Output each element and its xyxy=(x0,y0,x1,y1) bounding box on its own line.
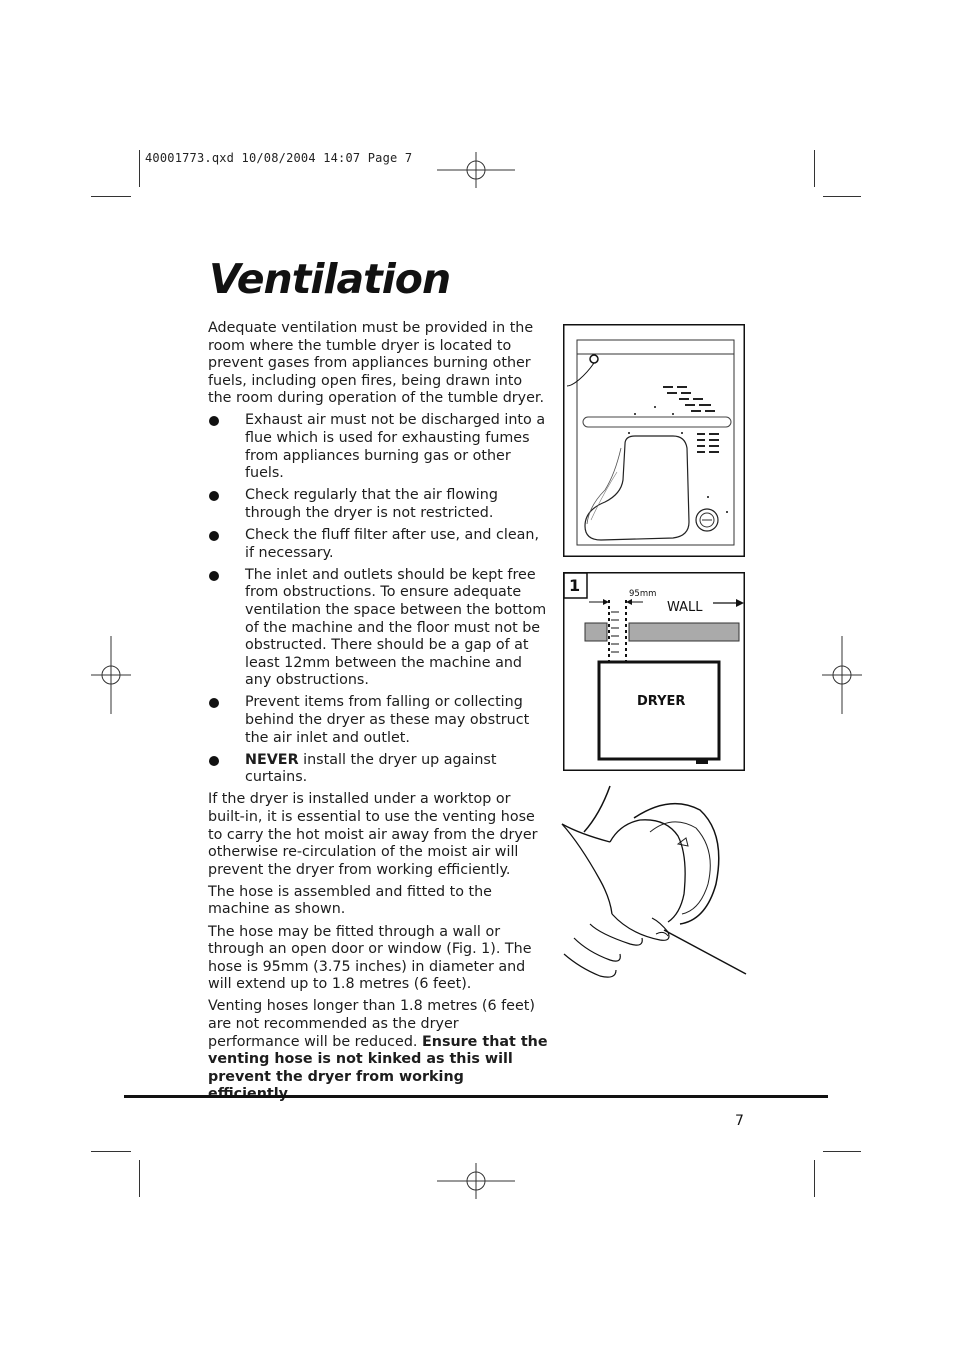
list-item-never: NEVER install the dryer up against curtains. xyxy=(208,752,550,787)
list-item: Check the fluff filter after use, and clean, if necessary. xyxy=(208,527,550,562)
page-number: 7 xyxy=(735,1113,744,1129)
intro-paragraph: Adequate ventilation must be provided in the room where the tumble dryer is located to prevent gases from appliances burning other fuels, including open fires, being drawn into the room during operation of the tumble dryer. xyxy=(208,320,545,407)
wall-label: WALL xyxy=(667,600,703,615)
registration-mark-icon xyxy=(437,1161,515,1201)
dryer-label: DRYER xyxy=(637,694,686,709)
footer-rule xyxy=(124,1095,828,1098)
ventilation-bullet-list xyxy=(208,412,550,786)
warning-paragraph: Venting hoses longer than 1.8 metres (6 feet) are not recommended as the dryer performance will be reduced. Ensure that the venting hose is not kinked as this will prevent the dryer from working xyxy=(208,998,550,1104)
crop-mark xyxy=(823,1151,861,1152)
list-item: The inlet and outlets should be kept free from obstructions. To ensure adequate ventilation the space between the bottom of the machine and the floor must not be obstructed. There should be a gap of at least 12mm between the machine and any obstructions. xyxy=(208,567,550,690)
hose-assembly-paragraph: The hose is assembled and fitted to the machine as shown. xyxy=(208,883,492,918)
dryer-front-illustration xyxy=(563,324,745,557)
bullet-icon xyxy=(209,698,219,708)
crop-mark xyxy=(91,196,131,197)
bullet-icon xyxy=(209,756,219,766)
bullet-icon xyxy=(209,531,219,541)
kink-warning: Ensure that the venting hose is not kinked as this will prevent the dryer from working xyxy=(208,1033,548,1085)
list-item: Exhaust air must not be discharged into a flue which is used for exhausting fumes from appliances burning gas or other fuels. xyxy=(208,412,550,482)
bullet-icon xyxy=(209,416,219,426)
dimension-label: 95mm xyxy=(629,589,657,599)
list-item: Check regularly that the air flowing through the dryer is not restricted. xyxy=(208,487,550,522)
registration-mark-icon xyxy=(91,636,131,714)
bullet-icon xyxy=(209,491,219,501)
body-text xyxy=(208,320,550,1108)
bullet-icon xyxy=(209,571,219,581)
hose-fitting-hand-illustration xyxy=(560,784,750,984)
registration-mark-icon xyxy=(437,150,515,190)
registration-mark-icon xyxy=(822,636,862,714)
worktop-paragraph: If the dryer is installed under a worktop or built-in, it is essential to use the venting hose to carry the hot moist air away from the dryer otherwise re-circulation of the moist air will prevent the dryer from working efficiently. xyxy=(208,791,538,878)
crop-mark xyxy=(814,150,815,187)
print-slug: 40001773.qxd 10/08/2004 14:07 Page 7 xyxy=(145,151,413,165)
crop-mark xyxy=(139,150,140,187)
figure-1-wall-venting xyxy=(563,572,745,771)
list-item: Prevent items from falling or collecting behind the dryer as these may obstruct the air inlet and outlet. xyxy=(208,694,550,747)
never-emphasis: NEVER xyxy=(245,751,299,768)
hose-fitting-paragraph: The hose may be fitted through a wall or through an open door or window (Fig. 1). The hose is 95mm (3.75 inches) in diameter and will extend up to 1.8 metres (6 feet). xyxy=(208,923,532,993)
page-title: Ventilation xyxy=(209,255,451,303)
crop-mark xyxy=(823,196,861,197)
wall-venting-drawing xyxy=(563,572,745,771)
crop-mark xyxy=(814,1160,815,1197)
crop-mark xyxy=(91,1151,131,1152)
crop-mark xyxy=(139,1160,140,1197)
figure-number: 1 xyxy=(569,576,581,595)
